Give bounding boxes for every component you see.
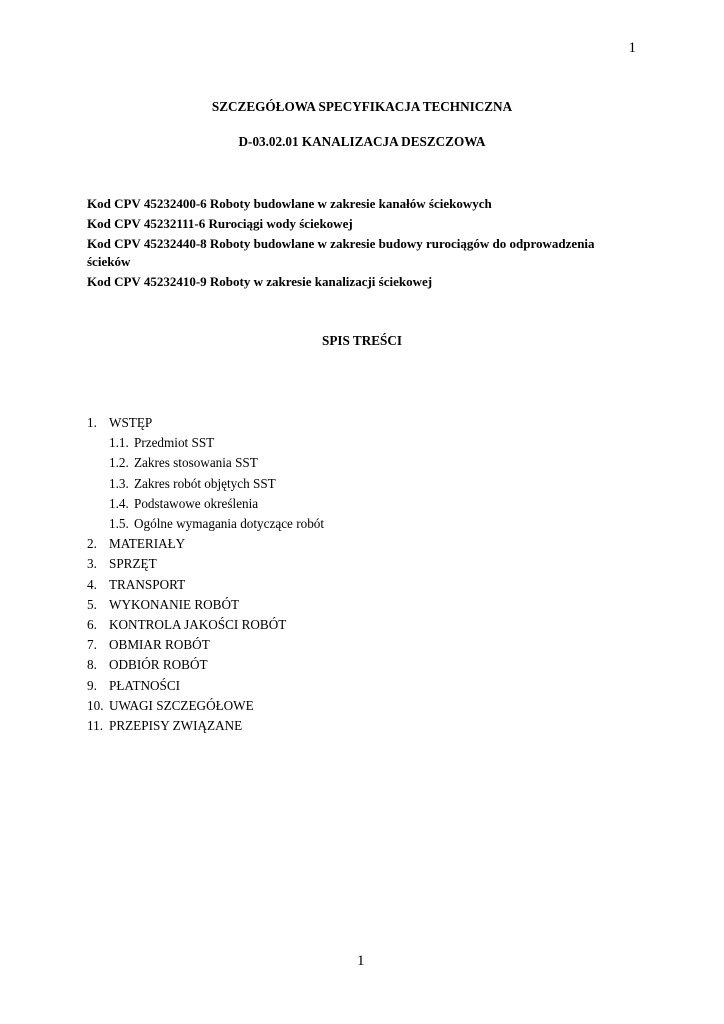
- cpv-line: Kod CPV 45232410-9 Roboty w zakresie kanalizacji ściekowej: [87, 274, 433, 289]
- toc-item-number: 8.: [87, 657, 97, 673]
- toc-item-label: OBMIAR ROBÓT: [109, 637, 210, 653]
- toc-item-number: 10.: [87, 697, 104, 713]
- toc-item-number: 1.2.: [109, 455, 129, 471]
- toc-item-label: Zakres stosowania SST: [134, 455, 258, 471]
- cpv-line: Kod CPV 45232400-6 Roboty budowlane w zakresie kanałów ściekowych: [87, 196, 492, 211]
- toc-title: SPIS TREŚCI: [321, 333, 403, 348]
- toc-item-number: 1.1.: [109, 435, 129, 451]
- toc-item-label: Podstawowe określenia: [134, 495, 259, 511]
- toc-item-label: MATERIAŁY: [109, 536, 186, 552]
- toc-item-label: UWAGI SZCZEGÓŁOWE: [109, 697, 254, 713]
- toc-item-label: Ogólne wymagania dotyczące robót: [134, 516, 325, 531]
- toc-item-label: WSTĘP: [109, 415, 153, 430]
- toc-item-number: 11.: [87, 718, 103, 733]
- toc-item-label: KONTROLA JAKOŚCI ROBÓT: [109, 617, 287, 632]
- cpv-line: Kod CPV 45232440-8 Roboty budowlane w zakresie budowy rurociągów do odprowadzenia: [87, 236, 595, 251]
- toc-item-label: WYKONANIE ROBÓT: [109, 596, 240, 612]
- toc-item-number: 6.: [87, 617, 97, 632]
- toc-item-label: TRANSPORT: [109, 576, 186, 592]
- toc-item-number: 5.: [87, 596, 97, 612]
- page-number-top: 1: [628, 40, 636, 56]
- toc-item-number: 3.: [87, 556, 97, 572]
- toc-item-number: 1.3.: [109, 475, 129, 491]
- document-title: SZCZEGÓŁOWA SPECYFIKACJA TECHNICZNA: [211, 99, 513, 114]
- toc-item-label: PŁATNOŚCI: [109, 677, 181, 693]
- cpv-line: Kod CPV 45232111-6 Rurociągi wody ściekowej: [87, 216, 353, 231]
- toc-item-number: 1.5.: [109, 516, 129, 531]
- toc-item-number: 7.: [87, 637, 97, 653]
- toc-item-label: SPRZĘT: [109, 556, 157, 572]
- toc-item-number: 2.: [87, 536, 97, 552]
- toc-item-label: Przedmiot SST: [134, 435, 215, 451]
- document-subtitle: D-03.02.01 KANALIZACJA DESZCZOWA: [238, 134, 486, 149]
- toc-item-number: 4.: [87, 576, 97, 592]
- cpv-line: ścieków: [87, 254, 131, 269]
- toc-item-label: Zakres robót objętych SST: [134, 475, 276, 491]
- toc-item-number: 9.: [87, 677, 97, 693]
- toc-item-label: PRZEPISY ZWIĄZANE: [109, 718, 243, 733]
- toc-item-label: ODBIÓR ROBÓT: [109, 657, 208, 673]
- toc-item-number: 1.4.: [109, 495, 129, 511]
- toc-item-number: 1.: [87, 415, 97, 430]
- page-number-bottom: 1: [357, 953, 365, 969]
